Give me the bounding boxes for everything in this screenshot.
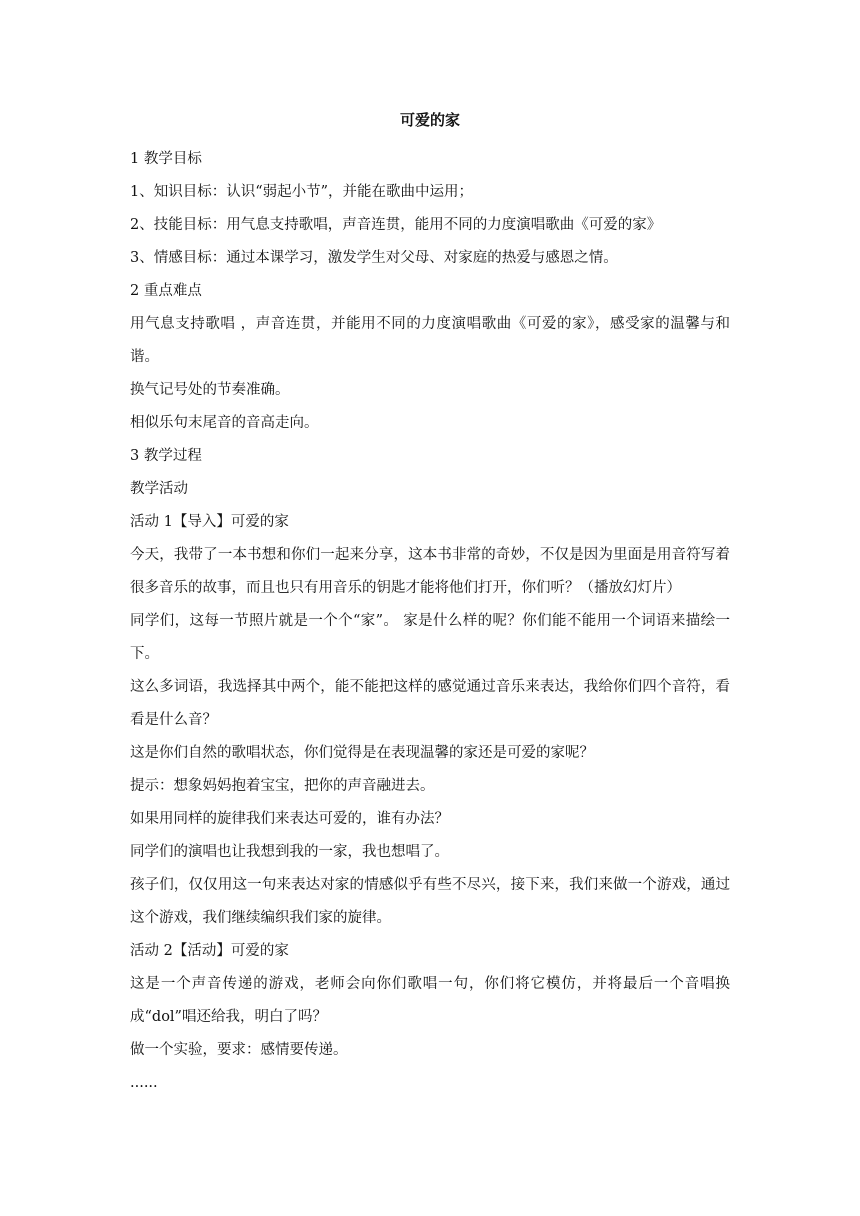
key-point-paragraph: 相似乐句末尾音的音高走向。 bbox=[130, 415, 319, 431]
goal-skill: 2、技能目标：用气息支持歌唱，声音连贯，能用不同的力度演唱歌曲《可爱的家》 bbox=[130, 217, 662, 233]
body-paragraph: 孩子们，仅仅用这一句来表达对家的情感似乎有些不尽兴，接下来，我们来做一个游戏，通过这个游戏，我们继续编织我们家的旋律。 bbox=[130, 877, 730, 926]
body-paragraph: 提示：想象妈妈抱着宝宝，把你的声音融进去。 bbox=[130, 778, 435, 794]
goal-emotion: 3、情感目标：通过本课学习，激发学生对父母、对家庭的热爱与感恩之情。 bbox=[130, 250, 618, 266]
activity-1-heading: 活动 1【导入】可爱的家 bbox=[130, 514, 289, 530]
body-paragraph: 这么多词语，我选择其中两个，能不能把这样的感觉通过音乐来表达，我给你们四个音符，看看是什么音？ bbox=[130, 679, 730, 728]
body-paragraph: 做一个实验，要求：感情要传递。 bbox=[130, 1042, 348, 1058]
body-paragraph: 这是你们自然的歌唱状态，你们觉得是在表现温馨的家还是可爱的家呢？ bbox=[130, 745, 594, 761]
body-paragraph: 今天，我带了一本书想和你们一起来分享，这本书非常的奇妙，不仅是因为里面是用音符写着很多音乐的故事，而且也只有用音乐的钥匙才能将他们打开，你们听？（播放幻灯片） bbox=[130, 547, 730, 596]
body-paragraph: 如果用同样的旋律我们来表达可爱的，谁有办法？ bbox=[130, 811, 449, 827]
key-point-paragraph: 换气记号处的节奏准确。 bbox=[130, 382, 290, 398]
goal-knowledge: 1、知识目标：认识“弱起小节”，并能在歌曲中运用； bbox=[130, 184, 474, 200]
section-heading-teaching-process: 3 教学过程 bbox=[130, 448, 202, 464]
body-paragraph: 同学们，这每一节照片就是一个个“家”。 家是什么样的呢？你们能不能用一个词语来描绘一下。 bbox=[130, 613, 730, 662]
document-body bbox=[130, 143, 730, 1100]
body-paragraph: 同学们的演唱也让我想到我的一家，我也想唱了。 bbox=[130, 844, 449, 860]
subheading-teaching-activities: 教学活动 bbox=[130, 481, 188, 497]
section-heading-teaching-goals: 1 教学目标 bbox=[130, 151, 202, 167]
body-paragraph: 这是一个声音传递的游戏，老师会向你们歌唱一句，你们将它模仿，并将最后一个音唱换成“dol”唱还给我，明白了吗？ bbox=[130, 976, 730, 1025]
key-point-paragraph: 用气息支持歌唱 ，声音连贯，并能用不同的力度演唱歌曲《可爱的家》，感受家的温馨与和谐。 bbox=[130, 316, 730, 365]
activity-2-heading: 活动 2【活动】可爱的家 bbox=[130, 943, 289, 959]
document-title: 可爱的家 bbox=[399, 111, 460, 129]
section-heading-key-points: 2 重点难点 bbox=[130, 283, 202, 299]
ellipsis: ...... bbox=[130, 1075, 158, 1091]
